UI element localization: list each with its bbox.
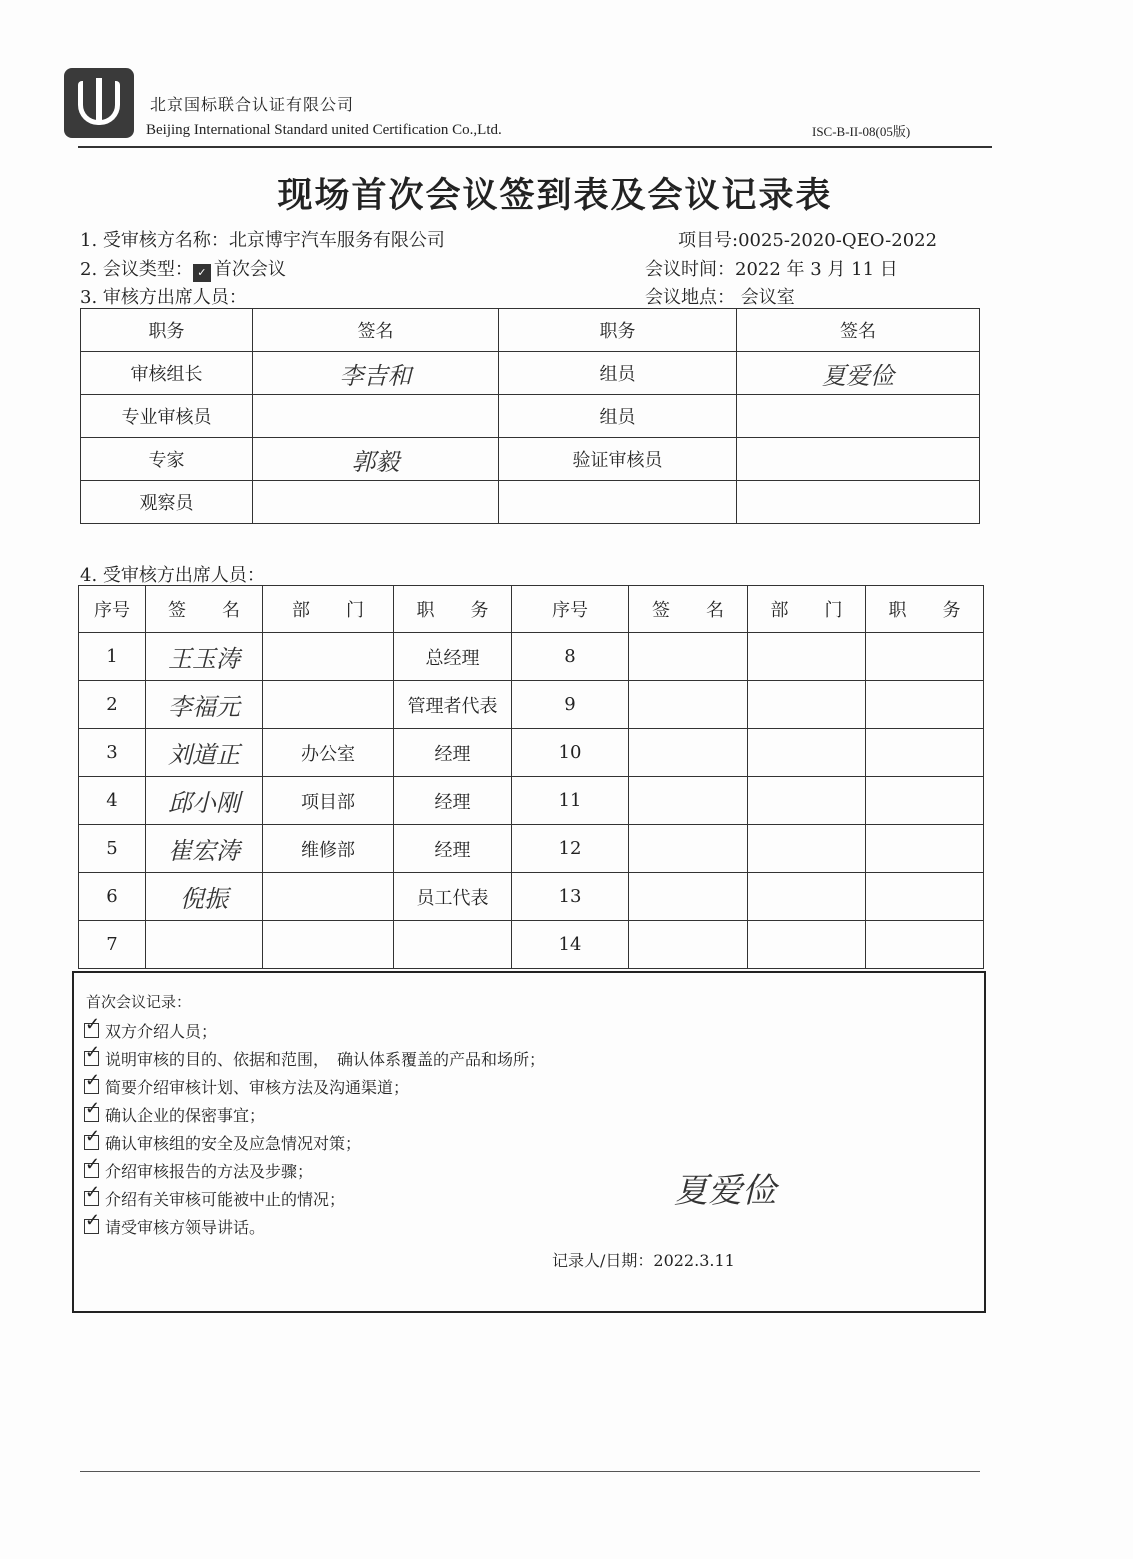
- checked-checkbox-icon: [84, 1219, 99, 1234]
- seq-cell: 7: [79, 921, 146, 969]
- role-cell: 组员: [499, 352, 737, 395]
- header-divider: [78, 146, 992, 148]
- checked-checkbox-icon: [84, 1191, 99, 1206]
- signature-cell: 崔宏涛: [146, 825, 263, 873]
- signature-cell: [146, 921, 263, 969]
- position-cell: 经理: [394, 825, 512, 873]
- record-item-text: 双方介绍人员；: [105, 1022, 218, 1041]
- record-item: [84, 1047, 545, 1070]
- role-cell: 观察员: [81, 481, 253, 524]
- dept-cell: 办公室: [263, 729, 394, 777]
- project-number: 项目号:0025-2020-QEO-2022: [678, 230, 938, 251]
- dept-cell: [748, 825, 866, 873]
- meeting-type-label: 2. 会议类型：: [80, 259, 193, 280]
- signature-cell: [629, 777, 748, 825]
- table-row: [79, 681, 984, 729]
- document-code: ISC-B-II-08(05版): [812, 124, 911, 139]
- position-cell: 经理: [394, 777, 512, 825]
- role-cell: 专家: [81, 438, 253, 481]
- dept-cell: [263, 873, 394, 921]
- auditee-name: 1. 受审核方名称：北京博宇汽车服务有限公司: [80, 230, 445, 251]
- signature-cell: [629, 633, 748, 681]
- table-header: 部 门: [748, 586, 866, 633]
- meeting-type-row: [80, 255, 286, 282]
- company-logo: [64, 68, 134, 138]
- company-name-cn: 北京国标联合认证有限公司: [150, 95, 355, 114]
- recorder-signature: 夏爱俭: [674, 1171, 776, 1211]
- signature-cell: 夏爱俭: [737, 352, 980, 395]
- signature-cell: [629, 873, 748, 921]
- checked-checkbox-icon: [84, 1135, 99, 1150]
- table-header: 序号: [512, 586, 629, 633]
- checked-checkbox-icon: ✓: [193, 264, 211, 282]
- signature-cell: 李吉和: [253, 352, 499, 395]
- record-item: [84, 1103, 265, 1126]
- signature-cell: 邱小刚: [146, 777, 263, 825]
- seq-cell: 13: [512, 873, 629, 921]
- seq-cell: 3: [79, 729, 146, 777]
- signature-cell: [737, 395, 980, 438]
- dept-cell: [748, 633, 866, 681]
- dept-cell: [263, 681, 394, 729]
- record-item-text: 请受审核方领导讲话。: [105, 1218, 266, 1237]
- checked-checkbox-icon: [84, 1163, 99, 1178]
- page-title: 现场首次会议签到表及会议记录表: [277, 176, 833, 216]
- record-item: [84, 1131, 361, 1154]
- record-item: [84, 1215, 265, 1238]
- dept-cell: [263, 921, 394, 969]
- position-cell: [866, 825, 984, 873]
- seq-cell: 6: [79, 873, 146, 921]
- checked-checkbox-icon: [84, 1051, 99, 1066]
- meeting-place: 会议地点： 会议室: [645, 287, 795, 308]
- role-cell: [499, 481, 737, 524]
- auditor-attendees-label: 3. 审核方出席人员：: [80, 287, 247, 308]
- table-row: [79, 729, 984, 777]
- table-header: 签名: [737, 309, 980, 352]
- table-row: [79, 825, 984, 873]
- signature-cell: 郭毅: [253, 438, 499, 481]
- signature-cell: [253, 481, 499, 524]
- signature-cell: 倪振: [146, 873, 263, 921]
- signature-cell: [737, 481, 980, 524]
- seq-cell: 14: [512, 921, 629, 969]
- record-item: [84, 1187, 345, 1210]
- dept-cell: [263, 633, 394, 681]
- checked-checkbox-icon: [84, 1023, 99, 1038]
- table-row: [79, 633, 984, 681]
- auditee-attendees-label: 4. 受审核方出席人员：: [80, 565, 265, 586]
- record-item-text: 简要介绍审核计划、审核方法及沟通渠道；: [105, 1078, 410, 1097]
- dept-cell: 维修部: [263, 825, 394, 873]
- auditee-table: [78, 585, 984, 969]
- table-header: 职 务: [394, 586, 512, 633]
- auditor-table: [80, 308, 980, 524]
- signature-cell: [629, 921, 748, 969]
- record-item-text: 介绍有关审核可能被中止的情况；: [105, 1190, 346, 1209]
- position-cell: [394, 921, 512, 969]
- position-cell: 管理者代表: [394, 681, 512, 729]
- table-row: [79, 777, 984, 825]
- role-cell: 审核组长: [81, 352, 253, 395]
- signature-cell: [629, 825, 748, 873]
- signature-cell: 刘道正: [146, 729, 263, 777]
- signature-cell: [629, 729, 748, 777]
- dept-cell: [748, 873, 866, 921]
- table-header: 职务: [81, 309, 253, 352]
- company-name-en: Beijing International Standard united Certification Co.,Ltd.: [146, 122, 502, 138]
- table-header: 序号: [79, 586, 146, 633]
- record-item: [84, 1019, 217, 1042]
- table-row: [79, 873, 984, 921]
- table-header: 职 务: [866, 586, 984, 633]
- footer-divider: [80, 1471, 980, 1472]
- position-cell: [866, 921, 984, 969]
- position-cell: [866, 777, 984, 825]
- dept-cell: [748, 921, 866, 969]
- role-cell: 验证审核员: [499, 438, 737, 481]
- table-header: 部 门: [263, 586, 394, 633]
- position-cell: 经理: [394, 729, 512, 777]
- signature-cell: [737, 438, 980, 481]
- signature-cell: [629, 681, 748, 729]
- seq-cell: 2: [79, 681, 146, 729]
- seq-cell: 8: [512, 633, 629, 681]
- signature-cell: [253, 395, 499, 438]
- meeting-type-value: 首次会议: [213, 259, 286, 280]
- record-item: [84, 1075, 409, 1098]
- dept-cell: [748, 681, 866, 729]
- seq-cell: 12: [512, 825, 629, 873]
- seq-cell: 4: [79, 777, 146, 825]
- position-cell: [866, 681, 984, 729]
- dept-cell: 项目部: [263, 777, 394, 825]
- checked-checkbox-icon: [84, 1107, 99, 1122]
- role-cell: 专业审核员: [81, 395, 253, 438]
- record-title: 首次会议记录：: [86, 993, 192, 1011]
- role-cell: 组员: [499, 395, 737, 438]
- record-item-text: 确认审核组的安全及应急情况对策；: [105, 1134, 362, 1153]
- record-item-text: 确认企业的保密事宜；: [105, 1106, 266, 1125]
- seq-cell: 5: [79, 825, 146, 873]
- dept-cell: [748, 777, 866, 825]
- record-item: [84, 1159, 313, 1182]
- seq-cell: 11: [512, 777, 629, 825]
- seq-cell: 1: [79, 633, 146, 681]
- recorder-date: 记录人/日期：2022.3.11: [552, 1251, 735, 1270]
- position-cell: [866, 729, 984, 777]
- seq-cell: 9: [512, 681, 629, 729]
- record-item-text: 说明审核的目的、依据和范围， 确认体系覆盖的产品和场所；: [105, 1050, 546, 1069]
- meeting-record-box: [72, 971, 986, 1313]
- table-row: [79, 921, 984, 969]
- checked-checkbox-icon: [84, 1079, 99, 1094]
- position-cell: 员工代表: [394, 873, 512, 921]
- position-cell: 总经理: [394, 633, 512, 681]
- seq-cell: 10: [512, 729, 629, 777]
- signature-cell: 李福元: [146, 681, 263, 729]
- dept-cell: [748, 729, 866, 777]
- signature-cell: 王玉涛: [146, 633, 263, 681]
- table-header: 签 名: [629, 586, 748, 633]
- table-header: 签名: [253, 309, 499, 352]
- meeting-time: 会议时间：2022 年 3 月 11 日: [645, 259, 898, 280]
- table-header: 职务: [499, 309, 737, 352]
- table-header: 签 名: [146, 586, 263, 633]
- record-item-text: 介绍审核报告的方法及步骤；: [105, 1162, 314, 1181]
- position-cell: [866, 633, 984, 681]
- position-cell: [866, 873, 984, 921]
